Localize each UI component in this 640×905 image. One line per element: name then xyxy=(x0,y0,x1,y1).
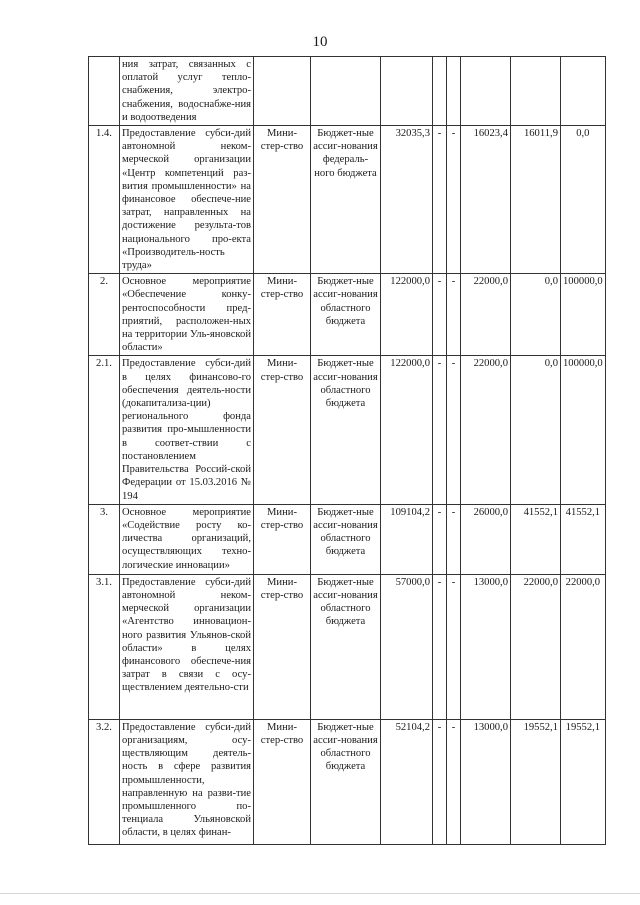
executor: Мини-стер-ство xyxy=(254,719,311,844)
row-number: 2. xyxy=(89,274,120,356)
amount-year-4: 22000,0 xyxy=(511,574,561,719)
amount-year-1: - xyxy=(433,274,447,356)
program-table xyxy=(88,56,606,845)
measure-name: Основное мероприятие «Обеспечение конку-рентоспособности пред-приятий, расположен-ных на территории Уль-яновской области» xyxy=(120,274,254,356)
measure-name: Основное мероприятие «Содействие росту ко-личества организаций, осуществляющих техно-логические инновации» xyxy=(120,504,254,574)
amount-year-2: - xyxy=(447,356,461,504)
amount-year-3 xyxy=(461,57,511,126)
amount-year-5: 100000,0 xyxy=(561,356,606,504)
amount-year-2 xyxy=(447,57,461,126)
amount-year-1: - xyxy=(433,504,447,574)
amount-year-2: - xyxy=(447,574,461,719)
measure-name: Предоставление субси-дий в целях финансово-го обеспечения деятель-ности (докапитализа-ции) регионального фонда развития про-мышленности в соответ-ствии с постановлением Правительства Россий-ской Федерации от 15.03.2016 № 194 xyxy=(120,356,254,504)
amount-year-5: 41552,1 xyxy=(561,504,606,574)
amount-year-2: - xyxy=(447,719,461,844)
scan-footer-line xyxy=(0,893,640,894)
amount-year-4: 0,0 xyxy=(511,274,561,356)
amount-year-4: 41552,1 xyxy=(511,504,561,574)
measure-name: Предоставление субси-дий автономной неком-мерческой организации «Центр компетенций раз-вития промышленности» на финансовое обеспече-ние затрат, направленных на достижение результа-тов национального про-екта «Производитель-ность труда» xyxy=(120,126,254,274)
measure-name: ния затрат, связанных с оплатой услуг тепло-снабжения, электро-снабжения, водоснабже-ния и водоотведения xyxy=(120,57,254,126)
amount-year-3: 13000,0 xyxy=(461,719,511,844)
amount-total: 57000,0 xyxy=(381,574,433,719)
funding-source xyxy=(311,57,381,126)
amount-year-3: 22000,0 xyxy=(461,356,511,504)
table-row xyxy=(89,274,606,356)
table-row xyxy=(89,57,606,126)
amount-year-4 xyxy=(511,57,561,126)
executor: Мини-стер-ство xyxy=(254,126,311,274)
amount-total: 122000,0 xyxy=(381,356,433,504)
executor xyxy=(254,57,311,126)
funding-source: Бюджет-ные ассиг-нования областного бюджета xyxy=(311,574,381,719)
funding-source: Бюджет-ные ассиг-нования областного бюджета xyxy=(311,719,381,844)
table-row xyxy=(89,504,606,574)
amount-year-1: - xyxy=(433,356,447,504)
row-number xyxy=(89,57,120,126)
amount-total: 109104,2 xyxy=(381,504,433,574)
amount-year-2: - xyxy=(447,504,461,574)
amount-year-5 xyxy=(561,57,606,126)
amount-year-4: 19552,1 xyxy=(511,719,561,844)
amount-year-3: 16023,4 xyxy=(461,126,511,274)
row-number: 1.4. xyxy=(89,126,120,274)
funding-source: Бюджет-ные ассиг-нования областного бюджета xyxy=(311,504,381,574)
amount-year-5: 100000,0 xyxy=(561,274,606,356)
row-number: 2.1. xyxy=(89,356,120,504)
measure-name: Предоставление субси-дий организациям, осу-ществляющим деятель-ность в сфере развития промышленности, направленную на разви-тие промышленного по-тенциала Ульяновской области, в целях финан- xyxy=(120,719,254,844)
amount-year-2: - xyxy=(447,126,461,274)
funding-source: Бюджет-ные ассиг-нования федераль-ного бюджета xyxy=(311,126,381,274)
amount-total xyxy=(381,57,433,126)
table-row xyxy=(89,356,606,504)
amount-year-4: 0,0 xyxy=(511,356,561,504)
page-number: 10 xyxy=(312,34,328,50)
amount-total: 122000,0 xyxy=(381,274,433,356)
funding-source: Бюджет-ные ассиг-нования областного бюджета xyxy=(311,274,381,356)
amount-year-1 xyxy=(433,57,447,126)
amount-year-5: 19552,1 xyxy=(561,719,606,844)
table-row xyxy=(89,126,606,274)
executor: Мини-стер-ство xyxy=(254,574,311,719)
table-row xyxy=(89,574,606,719)
amount-year-4: 16011,9 xyxy=(511,126,561,274)
amount-year-2: - xyxy=(447,274,461,356)
amount-total: 32035,3 xyxy=(381,126,433,274)
row-number: 3.1. xyxy=(89,574,120,719)
amount-year-3: 26000,0 xyxy=(461,504,511,574)
row-number: 3. xyxy=(89,504,120,574)
executor: Мини-стер-ство xyxy=(254,274,311,356)
table-row xyxy=(89,719,606,844)
measure-name: Предоставление субси-дий автономной неком-мерческой организации «Агентство инновацион-ного развития Ульянов-ской области» в целях финансового обеспече-ния затрат в связи с осу-ществлением деятельно-сти xyxy=(120,574,254,719)
amount-year-3: 13000,0 xyxy=(461,574,511,719)
amount-year-1: - xyxy=(433,719,447,844)
row-number: 3.2. xyxy=(89,719,120,844)
executor: Мини-стер-ство xyxy=(254,504,311,574)
amount-total: 52104,2 xyxy=(381,719,433,844)
amount-year-1: - xyxy=(433,126,447,274)
amount-year-3: 22000,0 xyxy=(461,274,511,356)
amount-year-5: 22000,0 xyxy=(561,574,606,719)
funding-source: Бюджет-ные ассиг-нования областного бюджета xyxy=(311,356,381,504)
executor: Мини-стер-ство xyxy=(254,356,311,504)
amount-year-1: - xyxy=(433,574,447,719)
amount-year-5: 0,0 xyxy=(561,126,606,274)
